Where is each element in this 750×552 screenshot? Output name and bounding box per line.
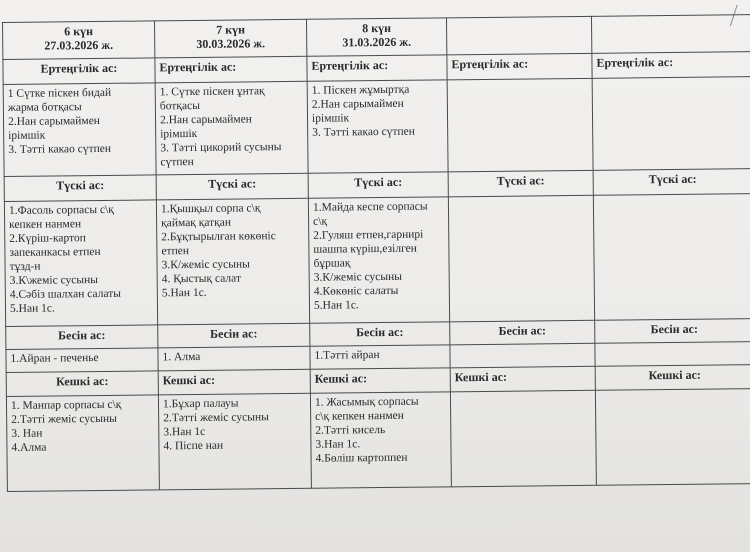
menu-cell xyxy=(310,392,451,488)
meal-label: Түскі ас: xyxy=(156,174,308,200)
menu-item-line: ірімшік xyxy=(8,129,46,142)
menu-cell xyxy=(156,198,309,325)
menu-item-line: 1. Піскен жұмыртқа xyxy=(311,83,410,97)
breakfast-items-row xyxy=(3,76,750,176)
menu-table xyxy=(2,14,750,492)
meal-label: Кешкі ас: xyxy=(450,366,595,392)
menu-item-line: 4.Сәбіз шалхан салаты xyxy=(9,287,122,301)
menu-item-line: с\қ xyxy=(313,215,328,228)
menu-item-line: 4.Бөліш картоппен xyxy=(315,452,408,466)
menu-item-line: 5.Нан 1с. xyxy=(313,299,359,312)
menu-item-line: 3. Тәтті какао сүтпен xyxy=(8,142,112,156)
menu-cell xyxy=(4,200,157,327)
menu-item-line: 3.К\жеміс сусыны xyxy=(9,273,99,287)
meal-label: Ертеңгілік ас: xyxy=(447,53,592,79)
menu-item-line: 4.Алма xyxy=(11,441,47,455)
menu-item-line: 3.Нан 1с xyxy=(163,426,206,439)
menu-item-line: 3. Нан xyxy=(11,427,43,441)
menu-item-line: жарма ботқасы xyxy=(7,100,82,114)
menu-cell xyxy=(308,197,449,324)
menu-item-line: 1.Айран - печенье xyxy=(10,352,99,365)
meal-label: Түскі ас: xyxy=(448,171,593,197)
day-header: 7 күн 30.03.2026 ж. xyxy=(154,19,306,58)
menu-cell xyxy=(595,389,750,485)
lunch-items-row xyxy=(4,194,750,327)
menu-item-line: 2.Күріш-картоп xyxy=(9,232,86,245)
menu-item-line: 1. Сүтке піскен ұнтақ xyxy=(159,84,265,99)
menu-item-line: 5.Нан 1с. xyxy=(161,286,207,300)
menu-item-line: 5.Нан 1с. xyxy=(9,302,55,315)
day-header xyxy=(446,16,591,55)
menu-item-line: запеканкасы етпен xyxy=(9,245,101,259)
meal-label: Бесін ас: xyxy=(310,322,450,346)
day-header xyxy=(591,15,750,54)
menu-cell xyxy=(155,81,308,175)
menu-cell xyxy=(158,346,310,370)
menu-item-line: 3. Тәтті цикорий сусыны xyxy=(160,140,282,155)
menu-cell xyxy=(450,391,596,487)
menu-cell xyxy=(6,348,158,372)
menu-cell xyxy=(158,394,311,490)
menu-item-line: 1.Қышқыл сорпа с\қ xyxy=(160,202,261,216)
menu-cell xyxy=(595,342,750,366)
menu-item-line: 1.Тәтті айран xyxy=(314,349,380,362)
menu-item-line: бұршақ xyxy=(313,257,351,270)
meal-label: Бесін ас: xyxy=(450,321,595,345)
day-header: 6 күн 27.03.2026 ж. xyxy=(3,21,155,60)
menu-item-line: 2.Нан сарымаймен xyxy=(311,97,404,111)
menu-item-line: 2.Бұқтырылған көкөніс xyxy=(161,230,276,244)
day-header: 8 күн 31.03.2026 ж. xyxy=(306,18,446,56)
menu-item-line: ірімшік xyxy=(311,112,350,125)
menu-item-line: 3.К/жеміс сусыны xyxy=(313,270,403,284)
menu-item-line: 1 Сүтке піскен бидай xyxy=(7,86,112,100)
menu-item-line: 3.К/жеміс сусыны xyxy=(161,258,250,272)
menu-cell xyxy=(6,395,159,491)
menu-item-line: сүтпен xyxy=(160,155,194,169)
dinner-items-row xyxy=(6,389,750,492)
menu-cell xyxy=(450,343,595,367)
menu-cell xyxy=(447,78,593,172)
menu-item-line: 2.Тәтті жеміс сусыны xyxy=(163,411,269,425)
menu-item-line: 4.Көкөніс салаты xyxy=(313,284,399,298)
meal-label: Түскі ас: xyxy=(308,172,448,198)
menu-item-line: шашпа күріш,езілген xyxy=(313,242,417,256)
meal-label: Кешкі ас: xyxy=(158,369,310,395)
meal-label: Ертеңгілік ас: xyxy=(3,58,155,84)
menu-cell xyxy=(448,195,594,322)
menu-item-line: 3.Нан 1с. xyxy=(315,438,361,452)
menu-item-line: 3. Тәтті какао сүтпен xyxy=(312,125,415,139)
menu-item-line: 4. Қыстық салат xyxy=(161,272,242,286)
meal-label: Бесін ас: xyxy=(6,325,158,349)
meal-label: Ертеңгілік ас: xyxy=(307,55,447,81)
menu-item-line: 2.Тәтті жеміс сусыны xyxy=(11,413,117,427)
menu-item-line: қаймақ қатқан xyxy=(161,216,232,230)
menu-item-line: 1. Манпар сорпасы с\қ xyxy=(10,399,122,413)
menu-item-line: 2.Нан сарымаймен xyxy=(159,113,252,127)
menu-item-line: 1. Жасымық сорпасы xyxy=(314,395,419,410)
meal-label: Кешкі ас: xyxy=(6,371,158,397)
meal-label: Бесін ас: xyxy=(158,324,310,348)
menu-item-line: 4. Піспе нан xyxy=(163,440,224,453)
menu-cell xyxy=(592,76,750,170)
meal-label: Ертеңгілік ас: xyxy=(592,52,750,78)
meal-label: Түскі ас: xyxy=(593,169,750,195)
menu-cell xyxy=(310,345,450,369)
menu-item-line: 1.Майда кеспе сорпасы xyxy=(312,200,428,214)
menu-item-line: етпен xyxy=(161,244,190,258)
menu-item-line: 2.Гуляш етпен,гарнирі xyxy=(313,228,424,242)
menu-item-line: тұзд-н xyxy=(9,260,41,273)
meal-label: Түскі ас: xyxy=(4,175,156,201)
menu-item-line: ботқасы xyxy=(159,99,200,113)
menu-item-line: с\қ кепкен нанмен xyxy=(315,410,404,424)
menu-item-line: 1.Бұхар палауы xyxy=(162,397,239,411)
menu-cell xyxy=(593,194,750,321)
meal-label: Бесін ас: xyxy=(595,319,750,343)
meal-label: Кешкі ас: xyxy=(310,367,450,393)
menu-item-line: 2.Тәтті кисель xyxy=(315,424,386,438)
menu-item-line: 1.Фасоль сорпасы с\қ xyxy=(8,203,114,217)
menu-item-line: кепкен нанмен xyxy=(9,218,82,231)
menu-item-line: 1. Алма xyxy=(162,350,201,364)
menu-item-line: ірімшік xyxy=(160,127,198,141)
menu-cell xyxy=(307,80,448,174)
menu-cell xyxy=(3,83,156,177)
menu-item-line: 2.Нан сарымаймен xyxy=(7,114,100,128)
meal-label: Ертеңгілік ас: xyxy=(155,56,307,82)
meal-label: Кешкі ас: xyxy=(595,364,750,390)
